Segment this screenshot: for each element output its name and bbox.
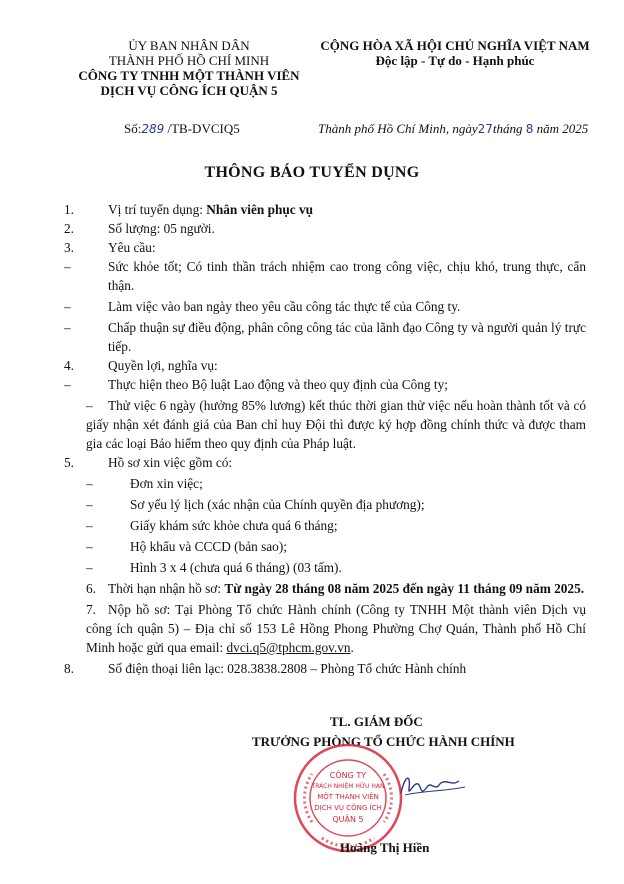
item-5-text: Hồ sơ xin việc gồm có: [108,455,233,470]
item-3-number: 3. [64,240,74,255]
item-5-bullet-3 [86,516,586,535]
document-date [318,121,588,137]
dash-marker: – [64,377,71,392]
bullet-text: Thực hiện theo Bộ luật Lao động và theo quy định của Công ty; [108,377,448,392]
dash-marker: – [86,518,93,533]
item-4 [64,356,586,375]
item-6-label: Thời hạn nhận hồ sơ: [108,581,225,596]
item-5-bullet-2 [86,495,586,514]
item-4-bullet-2 [86,396,586,453]
signatory-role: TRƯỞNG PHÒNG TỔ CHỨC HÀNH CHÍNH [252,734,515,749]
item-1-value: Nhân viên phục vụ [206,202,314,217]
dash-marker: – [86,560,93,575]
item-7-text: Nộp hồ sơ: Tại Phòng Tổ chức Hành chính (Công ty TNHH Một thành viên Dịch vụ công ích quận 5) – Địa chỉ số 153 Lê Hồng Phong Phường Chợ Quán, Thành phố Hồ Chí Minh hoặc gửi qua email: [86,602,586,655]
bullet-text: Thử việc 6 ngày (hưởng 85% lương) kết thúc thời gian thử việc nếu hoàn thành tốt và có giấy nhận xét đánh giá của Ban chỉ huy Đội thì được ký hợp đồng chính thức và được tham gia các loại Bảo hiểm theo quy định của Pháp luật. [86,398,586,451]
signatory-authority: TL. GIÁM ĐỐC [330,714,423,729]
so-label: Số: [124,121,142,136]
date-day: 27 [477,122,493,136]
item-6-number: 6. [86,581,96,596]
so-suffix: /TB-DVCIQ5 [167,121,240,136]
signatory-name: Hoàng Thị Hiền [340,840,430,855]
bullet-text: Giấy khám sức khỏe chưa quá 6 tháng; [130,518,338,533]
national-motto: Độc lập - Tự do - Hạnh phúc [375,53,535,68]
seal-text-2: TRÁCH NHIỆM HỮU HẠN [311,783,385,790]
issuer-header [78,38,300,98]
item-8-text: Số điện thoại liên lạc: 028.3838.2808 – Phòng Tổ chức Hành chính [108,661,467,676]
seal-text-3: MỘT THÀNH VIÊN [317,793,379,801]
item-1-number: 1. [64,202,74,217]
bullet-text: Đơn xin việc; [130,476,203,491]
item-7 [86,600,586,657]
item-4-text: Quyền lợi, nghĩa vụ: [108,358,218,373]
item-1-label: Vị trí tuyển dụng: [108,202,207,217]
so-number: 289 [141,122,165,136]
item-3-bullet-1 [64,257,586,295]
dash-marker: – [86,476,93,491]
issuer-line-1: ỦY BAN NHÂN DÂN [128,38,250,53]
item-5-bullet-5 [86,558,586,577]
item-6-value: Từ ngày 28 tháng 08 năm 2025 đến ngày 11 tháng 09 năm 2025. [224,581,585,596]
national-title: CỘNG HÒA XÃ HỘI CHỦ NGHĨA VIỆT NAM [320,38,590,53]
dash-marker: – [64,320,71,335]
item-3-text: Yêu cầu: [108,240,156,255]
item-5-number: 5. [64,455,74,470]
handwritten-signature [395,765,475,805]
item-2 [64,219,586,238]
dash-marker: – [86,398,93,413]
contact-email-link[interactable]: dvci.q5@tphcm.gov.vn [226,640,351,655]
seal-text-5: QUẬN 5 [332,815,364,824]
bullet-text: Sơ yếu lý lịch (xác nhận của Chính quyền địa phương); [130,497,425,512]
dash-marker: – [86,539,93,554]
item-5-bullet-4 [86,537,586,556]
date-prefix: Thành phố Hồ Chí Minh, ngày [318,121,478,136]
item-5 [64,453,586,472]
item-3-bullet-3 [64,318,586,356]
item-2-number: 2. [64,221,74,236]
dash-marker: – [64,259,71,274]
bullet-text: Sức khỏe tốt; Có tinh thần trách nhiệm cao trong công việc, chịu khó, trung thực, cẩn thận. [108,259,586,293]
item-3 [64,238,586,257]
bullet-text: Chấp thuận sự điều động, phân công công tác của lãnh đạo Công ty và người quản lý trực tiếp. [108,320,586,354]
item-4-number: 4. [64,358,74,373]
issuer-line-3: CÔNG TY TNHH MỘT THÀNH VIÊN [78,68,300,83]
bullet-text: Hình 3 x 4 (chưa quá 6 tháng) (03 tấm). [130,560,342,575]
document-number [124,121,240,137]
document-body [64,200,586,678]
item-6 [86,579,586,598]
date-month: 8 [525,122,534,136]
item-5-bullet-1 [86,474,586,493]
bullet-text: Làm việc vào ban ngày theo yêu cầu công tác thực tế của Công ty. [108,299,461,314]
item-8 [64,659,586,678]
dash-marker: – [86,497,93,512]
item-7-number: 7. [86,602,96,617]
item-7-end: . [350,640,354,655]
issuer-line-4: DỊCH VỤ CÔNG ÍCH QUẬN 5 [100,83,278,98]
national-header [305,38,605,68]
seal-text-4: DỊCH VỤ CÔNG ÍCH [314,804,382,812]
item-4-bullet-1 [64,375,586,394]
issuer-line-2: THÀNH PHỐ HỒ CHÍ MINH [108,53,270,68]
document-title: THÔNG BÁO TUYỂN DỤNG [204,164,420,181]
date-month-label: tháng [492,121,523,136]
bullet-text: Hộ khẩu và CCCD (bản sao); [130,539,287,554]
item-1 [64,200,586,219]
dash-marker: – [64,299,71,314]
item-3-bullet-2 [64,297,586,316]
item-8-number: 8. [64,661,74,676]
seal-text-1: CÔNG TY [329,771,367,780]
item-2-text: Số lượng: 05 người. [108,221,215,236]
company-seal [292,742,404,854]
date-year: năm 2025 [536,121,589,136]
